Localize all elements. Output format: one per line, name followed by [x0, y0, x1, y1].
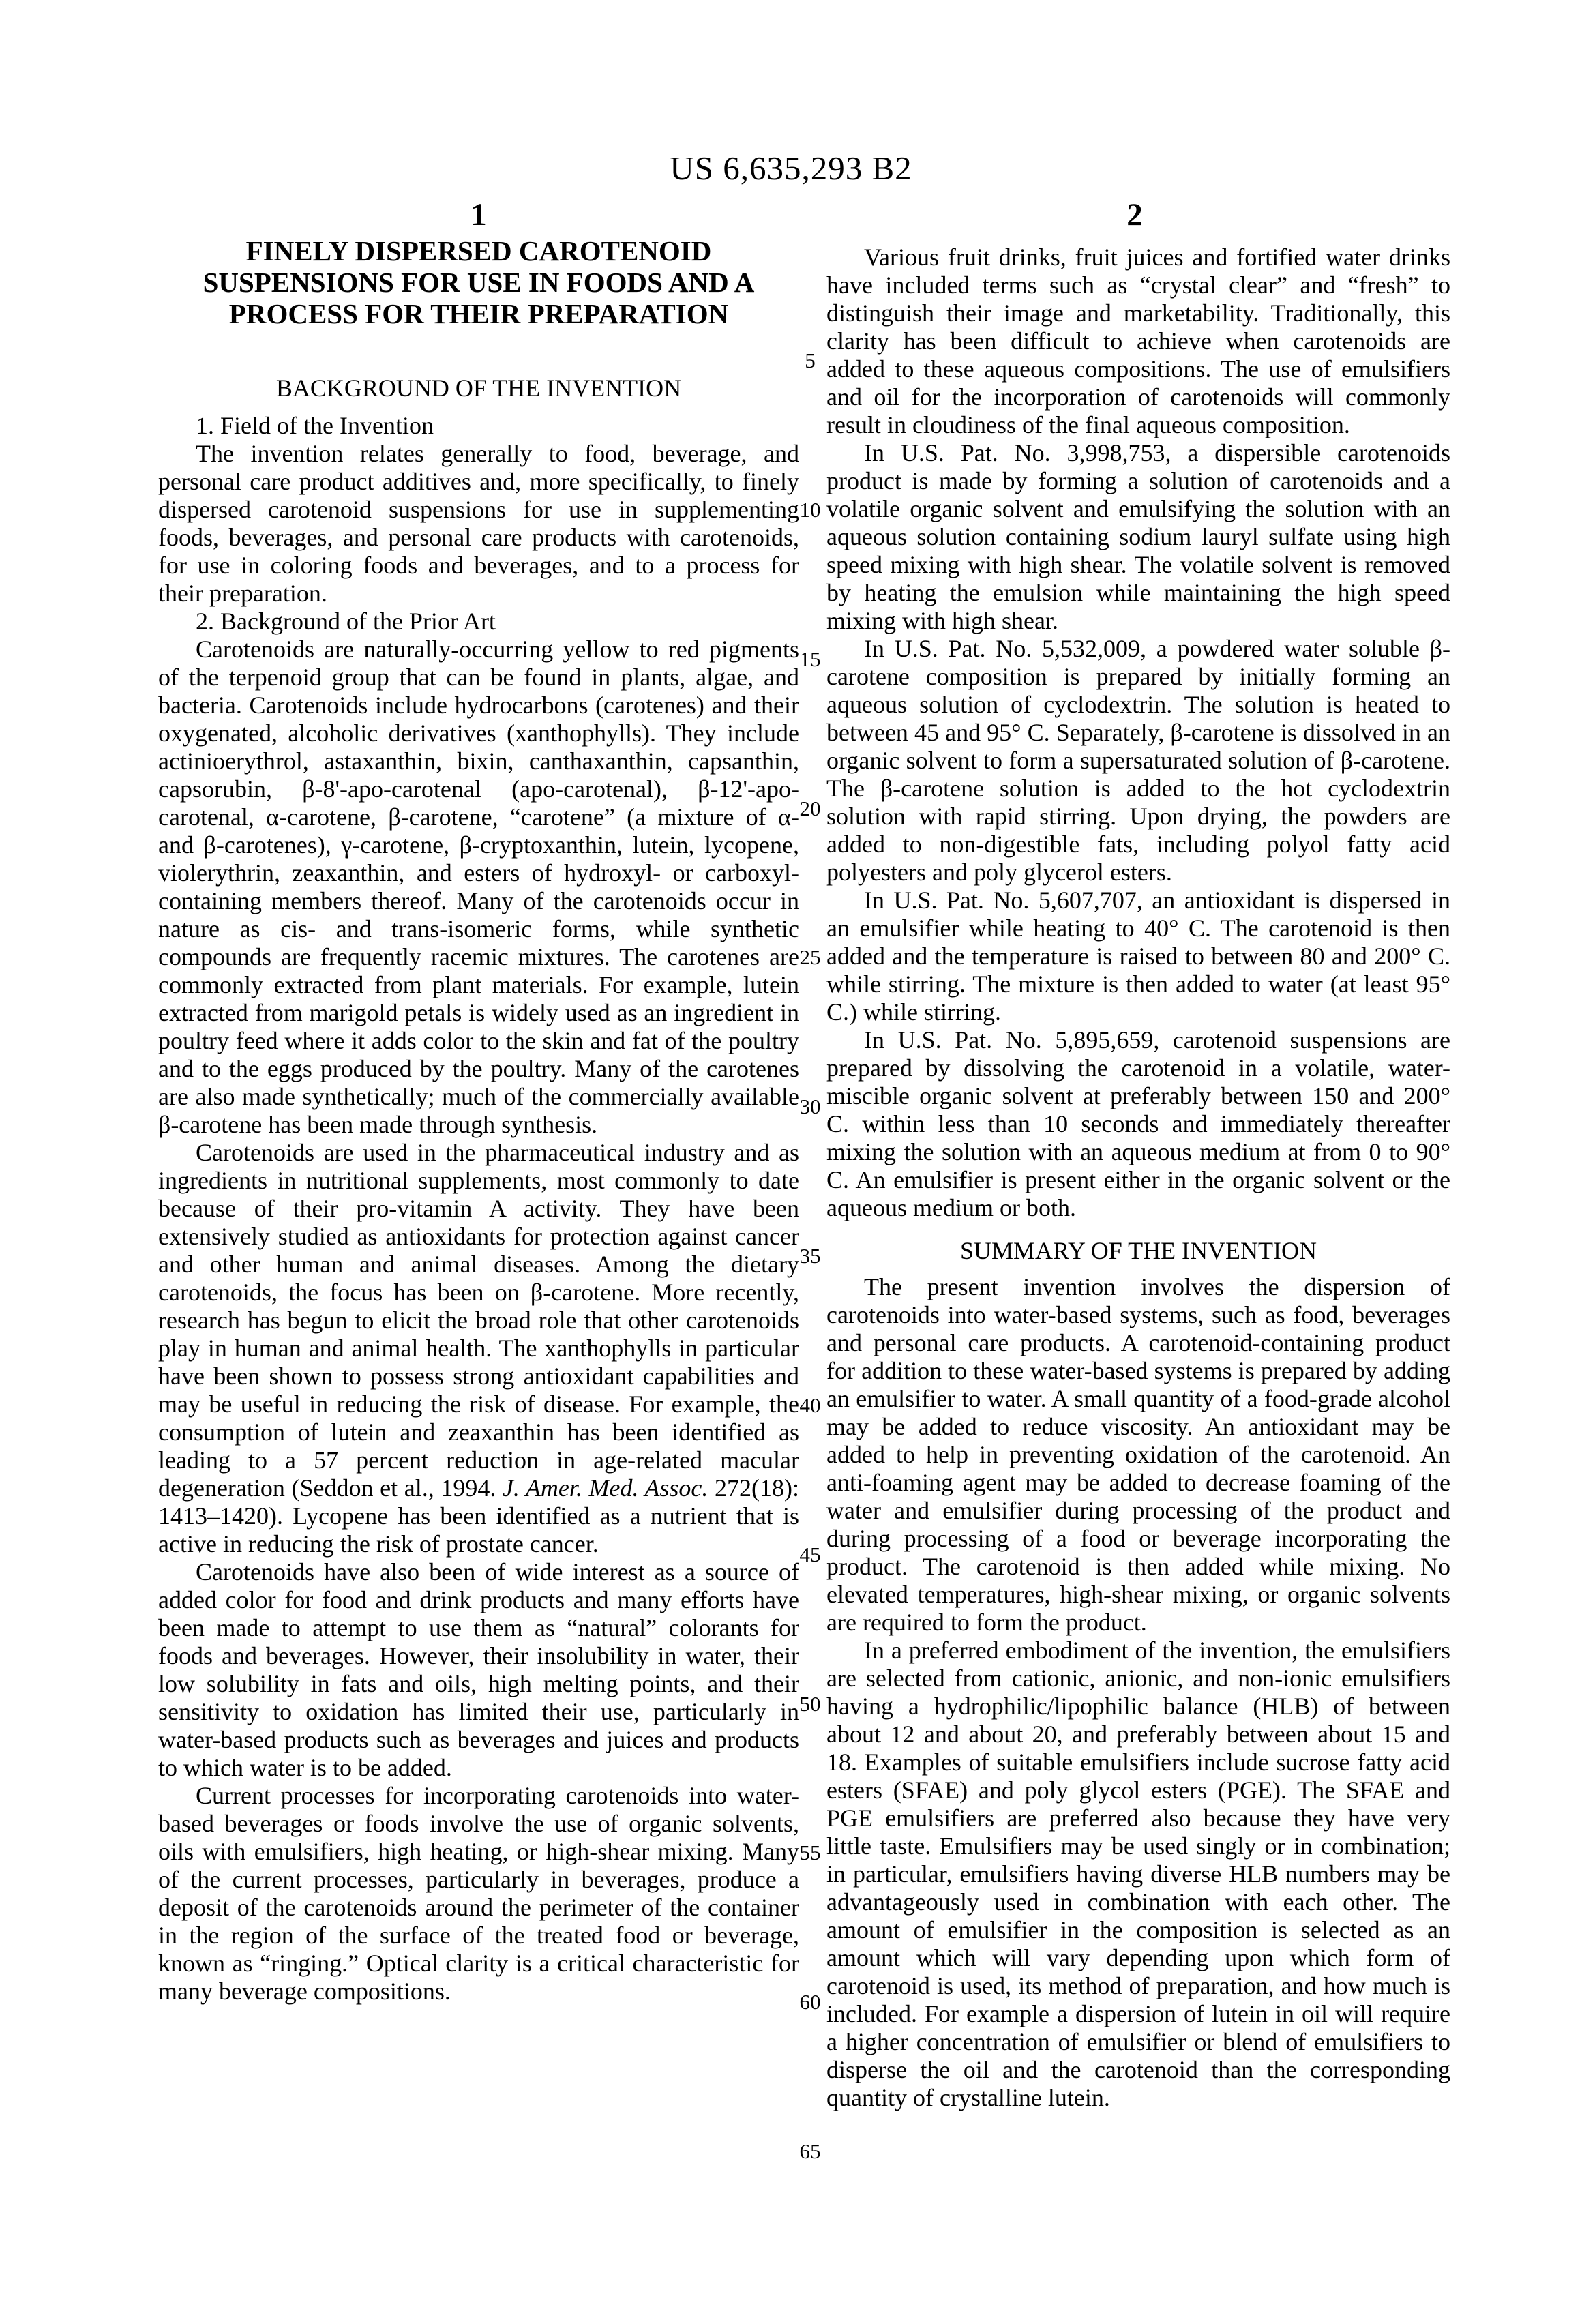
subsection-heading: 1. Field of the Invention	[196, 412, 434, 439]
gutter-line-number: 5	[805, 348, 816, 372]
gutter-line-number: 10	[799, 498, 821, 522]
paragraph: In a preferred embodiment of the invention, the emulsifiers are selected from cationic, anionic, and non-ionic emulsifiers having a hydrophilic/lipophilic balance (HLB) of between about 12 and about 20, and preferably between about 15 and 18. Examples of suitable emulsifiers include sucrose fatty acid esters (SFAE) and poly glycol esters (PGE). The SFAE and PGE emulsifiers are preferred also because they have very little taste. Emulsifiers may be used singly or in combination; in particular, emulsifiers having diverse HLB numbers may be advantageously used in combination with each other. The amount of emulsifier in the composition is selected as an amount which will vary depending upon which form of carotenoid is used, its method of preparation, and how much is included. For example a dispersion of lutein in oil will require a higher concentration of emulsifier or blend of emulsifiers to disperse the oil and the carotenoid than the corresponding quantity of crystalline lutein.	[826, 1637, 1450, 2111]
section-heading: BACKGROUND OF THE INVENTION	[275, 374, 682, 402]
section-heading: SUMMARY OF THE INVENTION	[959, 1237, 1317, 1264]
gutter-line-number: 65	[799, 2139, 821, 2163]
subsection-heading: 2. Background of the Prior Art	[196, 608, 496, 635]
left-column-text	[158, 374, 799, 2006]
gutter-line-number: 25	[799, 945, 821, 969]
paragraph: Current processes for incorporating carotenoids into water-based beverages or foods involve the use of organic solvents, oils with emulsifiers, high heating, or high-shear mixing. Many of the current processes, particularly in beverages, produce a deposit of the carotenoids around the perimeter of the container in the region of the surface of the treated food or beverage, known as “ringing.” Optical clarity is a critical characteristic for many beverage compositions.	[158, 1782, 799, 2005]
paragraph: In U.S. Pat. No. 5,607,707, an antioxidant is dispersed in an emulsifier while heating to 40° C. The carotenoid is then added and the temperature is raised to between 80 and 200° C. while stirring. The mixture is then added to water (at least 95° C.) while stirring.	[826, 887, 1450, 1026]
paragraph: In U.S. Pat. No. 3,998,753, a dispersible carotenoids product is made by forming a solution of carotenoids and a volatile organic solvent and emulsifying the solution with an aqueous solution containing sodium lauryl sulfate using high speed mixing with high shear. The volatile solvent is removed by heating the emulsion while maintaining the high speed mixing with high shear.	[826, 439, 1450, 634]
paragraph: The present invention involves the dispersion of carotenoids into water-based systems, such as food, beverages and personal care products. A carotenoid-containing product for addition to these water-based systems is prepared by adding an emulsifier to water. A small quantity of a food-grade alcohol may be added to reduce viscosity. An antioxidant may be added to help in preventing oxidation of the carotenoid. An anti-foaming agent may be added to decrease foaming of the water and emulsifier during processing of the product and during processing of a food or beverage incorporating the product. The carotenoid is then added while mixing. No elevated temperatures, high-shear mixing, or organic solvents are required to form the product.	[826, 1273, 1450, 1636]
left-column	[158, 235, 799, 2006]
gutter-line-number: 60	[799, 1990, 821, 2014]
paragraph: Carotenoids are used in the pharmaceutical industry and as ingredients in nutritional supplements, most commonly to date because of their pro-vitamin A activity. They have been extensively studied as antioxidants for protection against cancer and other human and animal diseases. Among the dietary carotenoids, the focus has been on β-carotene. More recently, research has begun to elicit the broad role that other carotenoids play in human and animal health. The xanthophylls in particular have been shown to possess strong antioxidant capabilities and may be useful in reducing the risk of disease. For example, the consumption of lutein and zeaxanthin has been identified as leading to a 57 percent reduction in age-related macular degeneration (Seddon et al., 1994. J. Amer. Med. Assoc. 272(18): 1413–1420). Lycopene has been identified as a nutrient that is active in reducing the risk of prostate cancer.	[158, 1139, 799, 1558]
gutter-line-number: 50	[799, 1692, 821, 1716]
line-number-gutter	[777, 0, 843, 2324]
gutter-line-number: 20	[799, 796, 821, 820]
paragraph: In U.S. Pat. No. 5,532,009, a powdered water soluble β-carotene composition is prepared by initially forming an aqueous solution of cyclodextrin. The solution is heated to between 45 and 95° C. Separately, β-carotene is dissolved in an organic solvent to form a supersaturated solution of β-carotene. The β-carotene solution is added to the hot cyclodextrin solution with rapid stirring. Upon drying, the powders are added to non-digestible fats, including polyol fatty acid polyesters and poly glycerol esters.	[826, 635, 1450, 886]
column-number-left: 1	[471, 197, 487, 233]
paragraph: Various fruit drinks, fruit juices and fortified water drinks have included terms such as “crystal clear” and “fresh” to distinguish their image and marketability. Traditionally, this clarity has been difficult to achieve when carotenoids are added to these aqueous compositions. The use of emulsifiers and oil for the incorporation of carotenoids will commonly result in cloudiness of the final aqueous composition.	[826, 243, 1450, 438]
gutter-line-number: 55	[799, 1841, 821, 1864]
right-column-text	[826, 243, 1450, 2112]
gutter-line-number: 15	[799, 647, 821, 671]
gutter-line-number: 45	[799, 1543, 821, 1566]
invention-title: FINELY DISPERSED CAROTENOID SUSPENSIONS FOR USE IN FOODS AND A PROCESS FOR THEIR PREPARATION	[203, 235, 755, 329]
gutter-line-number: 30	[799, 1094, 821, 1118]
patent-number-header: US 6,635,293 B2	[670, 149, 912, 187]
paragraph: Carotenoids are naturally-occurring yellow to red pigments of the terpenoid group that can be found in plants, algae, and bacteria. Carotenoids include hydrocarbons (carotenes) and their oxygenated, alcoholic derivatives (xanthophylls). They include actinioerythrol, astaxanthin, bixin, canthaxanthin, capsanthin, capsorubin, β-8'-apo-carotenal (apo-carotenal), β-12'-apo-carotenal, α-carotene, β-carotene, “carotene” (a mixture of α- and β-carotenes), γ-carotene, β-cryptoxanthin, lutein, lycopene, violerythrin, zeaxanthin, and esters of hydroxyl- or carboxyl-containing members thereof. Many of the carotenoids occur in nature as cis- and trans-isomeric forms, while synthetic compounds are frequently racemic mixtures. The carotenes are commonly extracted from plant materials. For example, lutein extracted from marigold petals is widely used as an ingredient in poultry feed where it adds color to the skin and fat of the poultry and to the eggs produced by the poultry. Many of the carotenes are also made synthetically; much of the commercially available β-carotene has been made through synthesis.	[158, 636, 799, 1138]
paragraph: In U.S. Pat. No. 5,895,659, carotenoid suspensions are prepared by dissolving the carotenoid in a volatile, water-miscible organic solvent at preferably between 150 and 200° C. within less than 10 seconds and immediately thereafter mixing the solution with an aqueous medium at from 0 to 90° C. An emulsifier is present either in the organic solvent or the aqueous medium or both.	[826, 1026, 1450, 1221]
column-number-right: 2	[1126, 197, 1143, 233]
gutter-line-number: 35	[799, 1244, 821, 1268]
paragraph: Carotenoids have also been of wide interest as a source of added color for food and drink products and many efforts have been made to attempt to use them as “natural” colorants for foods and beverages. However, their insolubility in water, their low solubility in fats and oils, high melting points, and their sensitivity to oxidation has limited their use, particularly in water-based products such as beverages and juices and products to which water is to be added.	[158, 1558, 799, 1781]
paragraph: The invention relates generally to food, beverage, and personal care product additives and, more specifically, to finely dispersed carotenoid suspensions for use in supplementing foods, beverages, and personal care products with carotenoids, for use in coloring foods and beverages, and to a process for their preparation.	[158, 440, 799, 607]
gutter-line-number: 40	[799, 1393, 821, 1417]
right-column	[826, 243, 1450, 2112]
